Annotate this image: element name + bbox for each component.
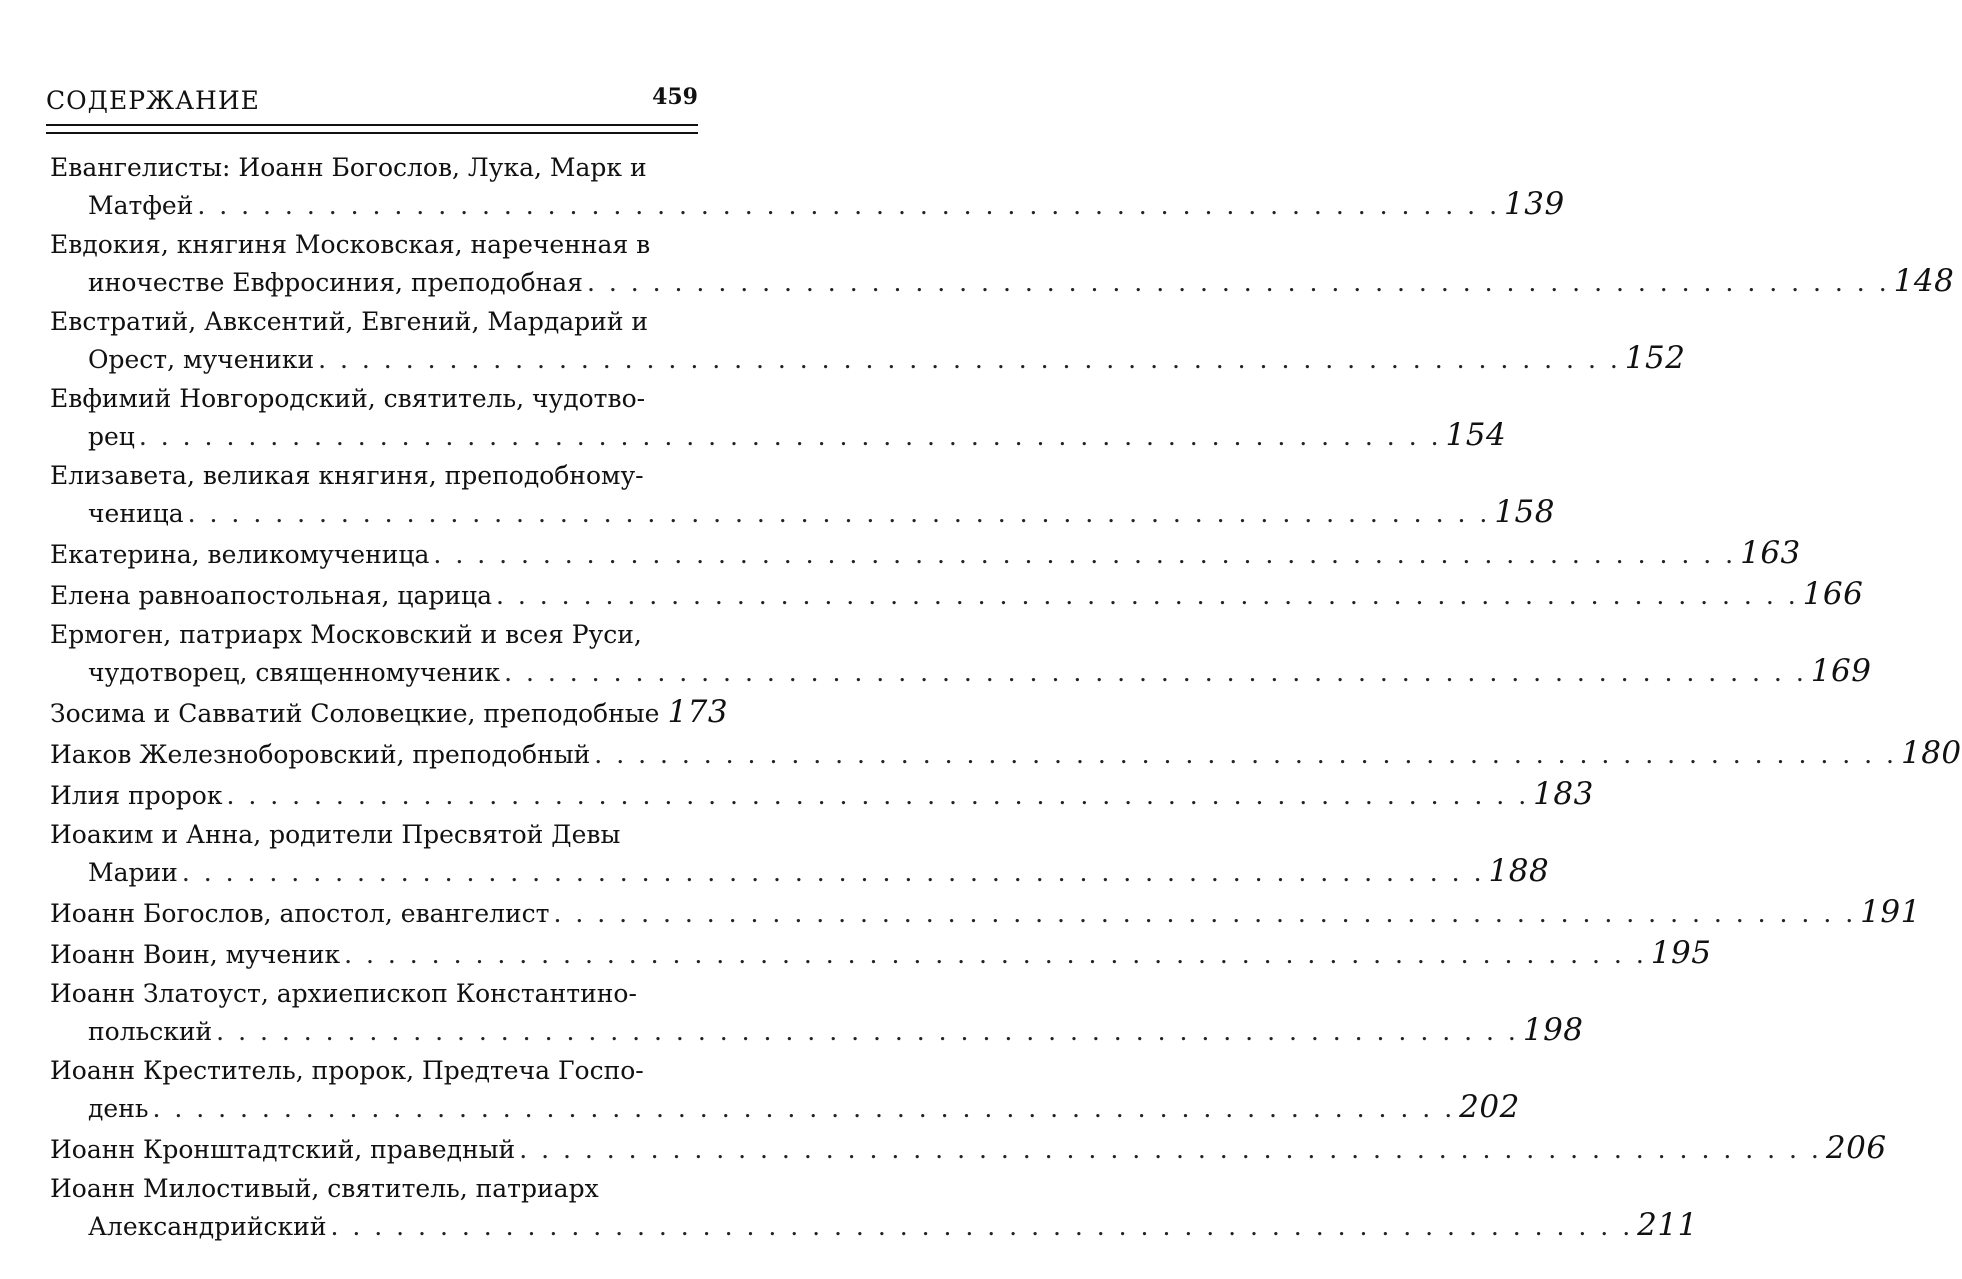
toc-page-number: 206 — [1825, 1130, 1887, 1166]
toc-entry — [50, 381, 1507, 455]
toc-entry — [50, 935, 1712, 973]
toc-entry — [50, 458, 1555, 532]
dot-leader: . . . . . . . . . . . . . . . . . . . . . . . . . . . . . . . . . . . . . . . . . . . . . . . . . . . . . . . . . . . . — [504, 658, 1807, 687]
section-title: СОДЕРЖАНИЕ — [46, 86, 260, 115]
toc-entry-title: Иоаким и Анна, родители Пресвятой Девы — [50, 820, 621, 849]
dot-leader: . . . . . . . . . . . . . . . . . . . . . . . . . . . . . . . . . . . . . . . . . . . . . . . . . . . . . . . . . . . . — [138, 422, 1442, 451]
toc-page-number: 198 — [1522, 1012, 1584, 1048]
page-number: 459 — [652, 84, 698, 110]
dot-leader: . . . . . . . . . . . . . . . . . . . . . . . . . . . . . . . . . . . . . . . . . . . . . . . . . . . . . . . . . . . . — [594, 740, 1897, 769]
toc-entry — [50, 150, 1565, 224]
dot-leader: . . . . . . . . . . . . . . . . . . . . . . . . . . . . . . . . . . . . . . . . . . . . . . . . . . . . . . . . . . . . — [433, 540, 1737, 569]
toc-entry — [50, 535, 1801, 573]
header-rule-top — [46, 124, 698, 126]
table-of-contents — [50, 150, 1962, 1248]
header-rule-bottom — [46, 132, 698, 134]
toc-entry — [50, 576, 1864, 614]
toc-entry-title: Екатерина, великомученица — [50, 540, 430, 569]
toc-entry-title-continuation: день — [88, 1094, 149, 1123]
toc-page-number: 166 — [1802, 576, 1864, 612]
toc-entry-title: Илия пророк — [50, 781, 223, 810]
toc-entry — [50, 304, 1686, 378]
dot-leader: . . . . . . . . . . . . . . . . . . . . . . . . . . . . . . . . . . . . . . . . . . . . . . . . . . . . . . . . . . . . — [187, 499, 1491, 528]
toc-entry-title-continuation: польский — [88, 1017, 213, 1046]
toc-entry-title: Елена равноапостольная, царица — [50, 581, 492, 610]
dot-leader: . . . . . . . . . . . . . . . . . . . . . . . . . . . . . . . . . . . . . . . . . . . . . . . . . . . . . . . . . . . . — [330, 1212, 1634, 1241]
dot-leader: . . . . . . . . . . . . . . . . . . . . . . . . . . . . . . . . . . . . . . . . . . . . . . . . . . . . . . . . . . . . — [586, 268, 1890, 297]
toc-entry — [50, 1171, 1698, 1245]
toc-entry-title: Елизавета, великая княгиня, преподобному- — [50, 461, 644, 490]
dot-leader: . . . . . . . . . . . . . . . . . . . . . . . . . . . . . . . . . . . . . . . . . . . . . . . . . . . . . . . . . . . . — [344, 940, 1647, 969]
toc-entry-title: Евстратий, Авксентий, Евгений, Мардарий и — [50, 307, 649, 336]
toc-entry-title-continuation: Матфей — [88, 191, 194, 220]
toc-entry — [50, 227, 1955, 301]
toc-page-number: 158 — [1494, 494, 1555, 530]
toc-entry-title: Евангелисты: Иоанн Богослов, Лука, Марк и — [50, 153, 647, 182]
toc-page-number: 188 — [1488, 853, 1550, 889]
toc-entry-title: Иоанн Златоуст, архиепископ Константино- — [50, 979, 637, 1008]
toc-entry-title: Ермоген, патриарх Московский и всея Руси, — [50, 620, 642, 649]
dot-leader: . . . . . . . . . . . . . . . . . . . . . . . . . . . . . . . . . . . . . . . . . . . . . . . . . . . . . . . . . . . . — [152, 1094, 1456, 1123]
dot-leader: . . . . . . . . . . . . . . . . . . . . . . . . . . . . . . . . . . . . . . . . . . . . . . . . . . . . . . . . . . . . — [226, 781, 1530, 810]
toc-page-number: 152 — [1624, 340, 1686, 376]
toc-entry — [50, 1130, 1887, 1168]
toc-entry-title: Иоанн Милостивый, святитель, патриарх — [50, 1174, 599, 1203]
dot-leader: . . . . . . . . . . . . . . . . . . . . . . . . . . . . . . . . . . . . . . . . . . . . . . . . . . . . . . . . . . . . — [197, 191, 1501, 220]
toc-page-number: 169 — [1810, 653, 1872, 689]
toc-entry-title: Зосима и Савватий Соловецкие, преподобные — [50, 699, 660, 728]
toc-entry-title-continuation: иночестве Евфросиния, преподобная — [88, 268, 583, 297]
toc-entry — [50, 617, 1872, 691]
toc-entry-title-continuation: рец — [88, 422, 135, 451]
toc-entry-title: Евдокия, княгиня Московская, нареченная в — [50, 230, 651, 259]
dot-leader: . . . . . . . . . . . . . . . . . . . . . . . . . . . . . . . . . . . . . . . . . . . . . . . . . . . . . . . . . . . . — [318, 345, 1621, 374]
toc-entry — [50, 1053, 1520, 1127]
toc-entry-title: Иоанн Воин, мученик — [50, 940, 341, 969]
toc-entry-title: Иоанн Богослов, апостол, евангелист — [50, 899, 550, 928]
toc-entry-title-continuation: Марии — [88, 858, 178, 887]
toc-page-number: 211 — [1637, 1207, 1698, 1243]
toc-page-number: 183 — [1533, 776, 1594, 812]
toc-entry — [50, 976, 1584, 1050]
toc-entry — [50, 735, 1962, 773]
toc-entry — [50, 894, 1921, 932]
toc-page-number: 191 — [1860, 894, 1921, 930]
toc-entry-title-continuation: Орест, мученики — [88, 345, 315, 374]
toc-entry-title: Иоанн Креститель, пророк, Предтеча Госпо- — [50, 1056, 644, 1085]
dot-leader: . . . . . . . . . . . . . . . . . . . . . . . . . . . . . . . . . . . . . . . . . . . . . . . . . . . . . . . . . . . . — [216, 1017, 1519, 1046]
toc-entry — [50, 694, 729, 732]
toc-page-number: 202 — [1459, 1089, 1520, 1125]
toc-entry — [50, 817, 1550, 891]
toc-entry-title-continuation: Александрийский — [88, 1212, 327, 1241]
toc-page-number: 173 — [667, 694, 729, 730]
toc-entry-title-continuation: чудотворец, священномученик — [88, 658, 501, 687]
dot-leader: . . . . . . . . . . . . . . . . . . . . . . . . . . . . . . . . . . . . . . . . . . . . . . . . . . . . . . . . . . . . — [181, 858, 1485, 887]
dot-leader: . . . . . . . . . . . . . . . . . . . . . . . . . . . . . . . . . . . . . . . . . . . . . . . . . . . . . . . . . . . . — [519, 1135, 1822, 1164]
toc-entry-title-continuation: ченица — [88, 499, 184, 528]
toc-entry-title: Иаков Железноборовский, преподобный — [50, 740, 591, 769]
page-header — [46, 80, 698, 120]
toc-entry-title: Иоанн Кронштадтский, праведный — [50, 1135, 516, 1164]
toc-page-number: 180 — [1900, 735, 1962, 771]
toc-page-number: 148 — [1893, 263, 1955, 299]
toc-page-number: 139 — [1504, 186, 1565, 222]
dot-leader: . . . . . . . . . . . . . . . . . . . . . . . . . . . . . . . . . . . . . . . . . . . . . . . . . . . . . . . . . . . . — [496, 581, 1799, 610]
toc-entry-title: Евфимий Новгородский, святитель, чудотво- — [50, 384, 646, 413]
dot-leader: . . . . . . . . . . . . . . . . . . . . . . . . . . . . . . . . . . . . . . . . . . . . . . . . . . . . . . . . . . . . — [553, 899, 1857, 928]
toc-page-number: 195 — [1650, 935, 1712, 971]
toc-entry — [50, 776, 1594, 814]
toc-page-number: 154 — [1445, 417, 1507, 453]
toc-page-number: 163 — [1740, 535, 1801, 571]
